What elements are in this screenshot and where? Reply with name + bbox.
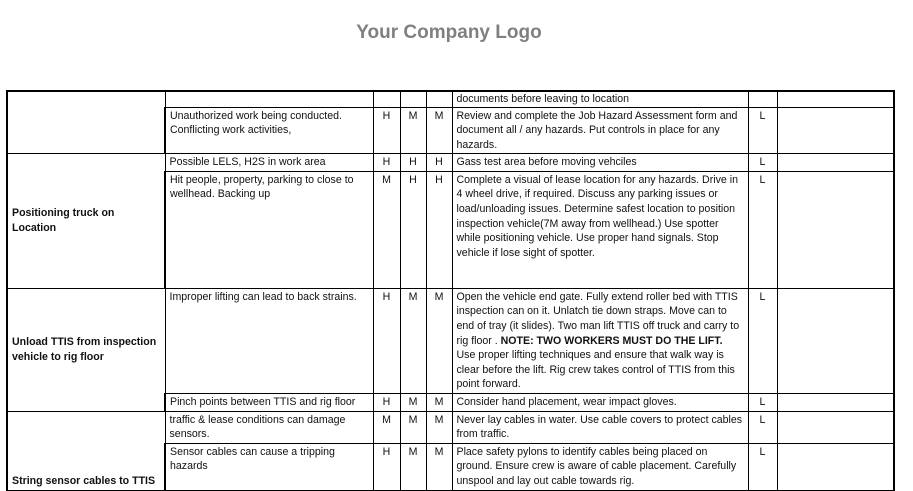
severity-cell: H: [373, 394, 400, 412]
hazard-cell: Unauthorized work being conducted. Conflicting work activities,: [165, 107, 373, 154]
risk-cell: H: [426, 154, 452, 172]
table-row: [7, 288, 894, 393]
note-two-workers: NOTE: TWO WORKERS MUST DO THE LIFT.: [500, 334, 723, 347]
risk-cell: M: [426, 394, 452, 412]
hazard-cell: [165, 91, 373, 107]
table-row: [7, 411, 894, 443]
probability-cell: M: [400, 288, 426, 393]
residual-risk-cell: [748, 91, 777, 107]
severity-cell: M: [373, 411, 400, 443]
responsible-cell: [777, 411, 894, 443]
control-cell: Review and complete the Job Hazard Assessment form and document all / any hazards. Put controls in place for any hazards.: [452, 107, 748, 154]
residual-risk-cell: L: [748, 394, 777, 412]
risk-cell: M: [426, 411, 452, 443]
risk-cell: M: [426, 288, 452, 393]
residual-risk-cell: L: [748, 154, 777, 172]
hazard-cell: Possible LELS, H2S in work area: [165, 154, 373, 172]
risk-cell: M: [426, 107, 452, 154]
severity-cell: H: [373, 107, 400, 154]
severity-cell: H: [373, 288, 400, 393]
risk-cell: M: [426, 443, 452, 490]
severity-cell: M: [373, 171, 400, 288]
responsible-cell: [777, 171, 894, 288]
probability-cell: M: [400, 411, 426, 443]
hazard-cell: Improper lifting can lead to back strains.: [165, 288, 373, 393]
responsible-cell: [777, 288, 894, 393]
table-row: [7, 91, 894, 107]
probability-cell: M: [400, 107, 426, 154]
responsible-cell: [777, 107, 894, 154]
probability-cell: H: [400, 171, 426, 288]
hazard-cell: Pinch points between TTIS and rig floor: [165, 394, 373, 412]
hazard-cell: Hit people, property, parking to close to wellhead. Backing up: [165, 171, 373, 288]
responsible-cell: [777, 394, 894, 412]
hazard-cell: traffic & lease conditions can damage sensors.: [165, 411, 373, 443]
control-cell: [452, 288, 748, 393]
severity-cell: [373, 91, 400, 107]
table-row: [7, 154, 894, 172]
control-cell: Consider hand placement, wear impact gloves.: [452, 394, 748, 412]
control-cell: Gass test area before moving vehciles: [452, 154, 748, 172]
residual-risk-cell: L: [748, 288, 777, 393]
job-step-cell: [7, 91, 165, 154]
control-cell: Complete a visual of lease location for any hazards. Drive in 4 wheel drive, if required. Discuss any parking issues or load/unloading issues. Determine safest location to position inspection vehicle(7M away from wellhead.) Use spotter while positioning vehicle. Use proper hand signals. Stop vehicle if lose sight of spotter.: [452, 171, 748, 288]
responsible-cell: [777, 91, 894, 107]
job-step-string-cables: String sensor cables to TTIS: [7, 411, 165, 490]
residual-risk-cell: L: [748, 411, 777, 443]
control-cell: Place safety pylons to identify cables being placed on ground. Ensure crew is aware of cable placement. Carefully unspool and lay out cable towards rig.: [452, 443, 748, 490]
risk-cell: [426, 91, 452, 107]
probability-cell: H: [400, 154, 426, 172]
residual-risk-cell: L: [748, 107, 777, 154]
responsible-cell: [777, 154, 894, 172]
company-logo: Your Company Logo: [356, 22, 542, 43]
control-cell: Never lay cables in water. Use cable covers to protect cables from traffic.: [452, 411, 748, 443]
control-cell: documents before leaving to location: [452, 91, 748, 107]
severity-cell: H: [373, 154, 400, 172]
risk-cell: H: [426, 171, 452, 288]
responsible-cell: [777, 443, 894, 490]
job-step-unload: Unload TTIS from inspection vehicle to rig floor: [7, 288, 165, 411]
probability-cell: M: [400, 394, 426, 412]
job-hazard-analysis-table: [6, 90, 895, 491]
control-text: Open the vehicle end gate. Fully extend roller bed with TTIS inspection can on it. Unlatch tie down straps. Move can to end of tray (it slides). Two man lift TTIS off truck and carry to rig floor .: [456, 290, 740, 347]
probability-cell: M: [400, 443, 426, 490]
probability-cell: [400, 91, 426, 107]
residual-risk-cell: L: [748, 171, 777, 288]
hazard-cell: Sensor cables can cause a tripping hazards: [165, 443, 373, 490]
job-step-positioning: Positioning truck on Location: [7, 154, 165, 289]
residual-risk-cell: L: [748, 443, 777, 490]
control-text: Use proper lifting techniques and ensure that walk way is clear before the lift. Rig crew takes control of TTIS from this point forward.: [456, 349, 735, 391]
severity-cell: H: [373, 443, 400, 490]
